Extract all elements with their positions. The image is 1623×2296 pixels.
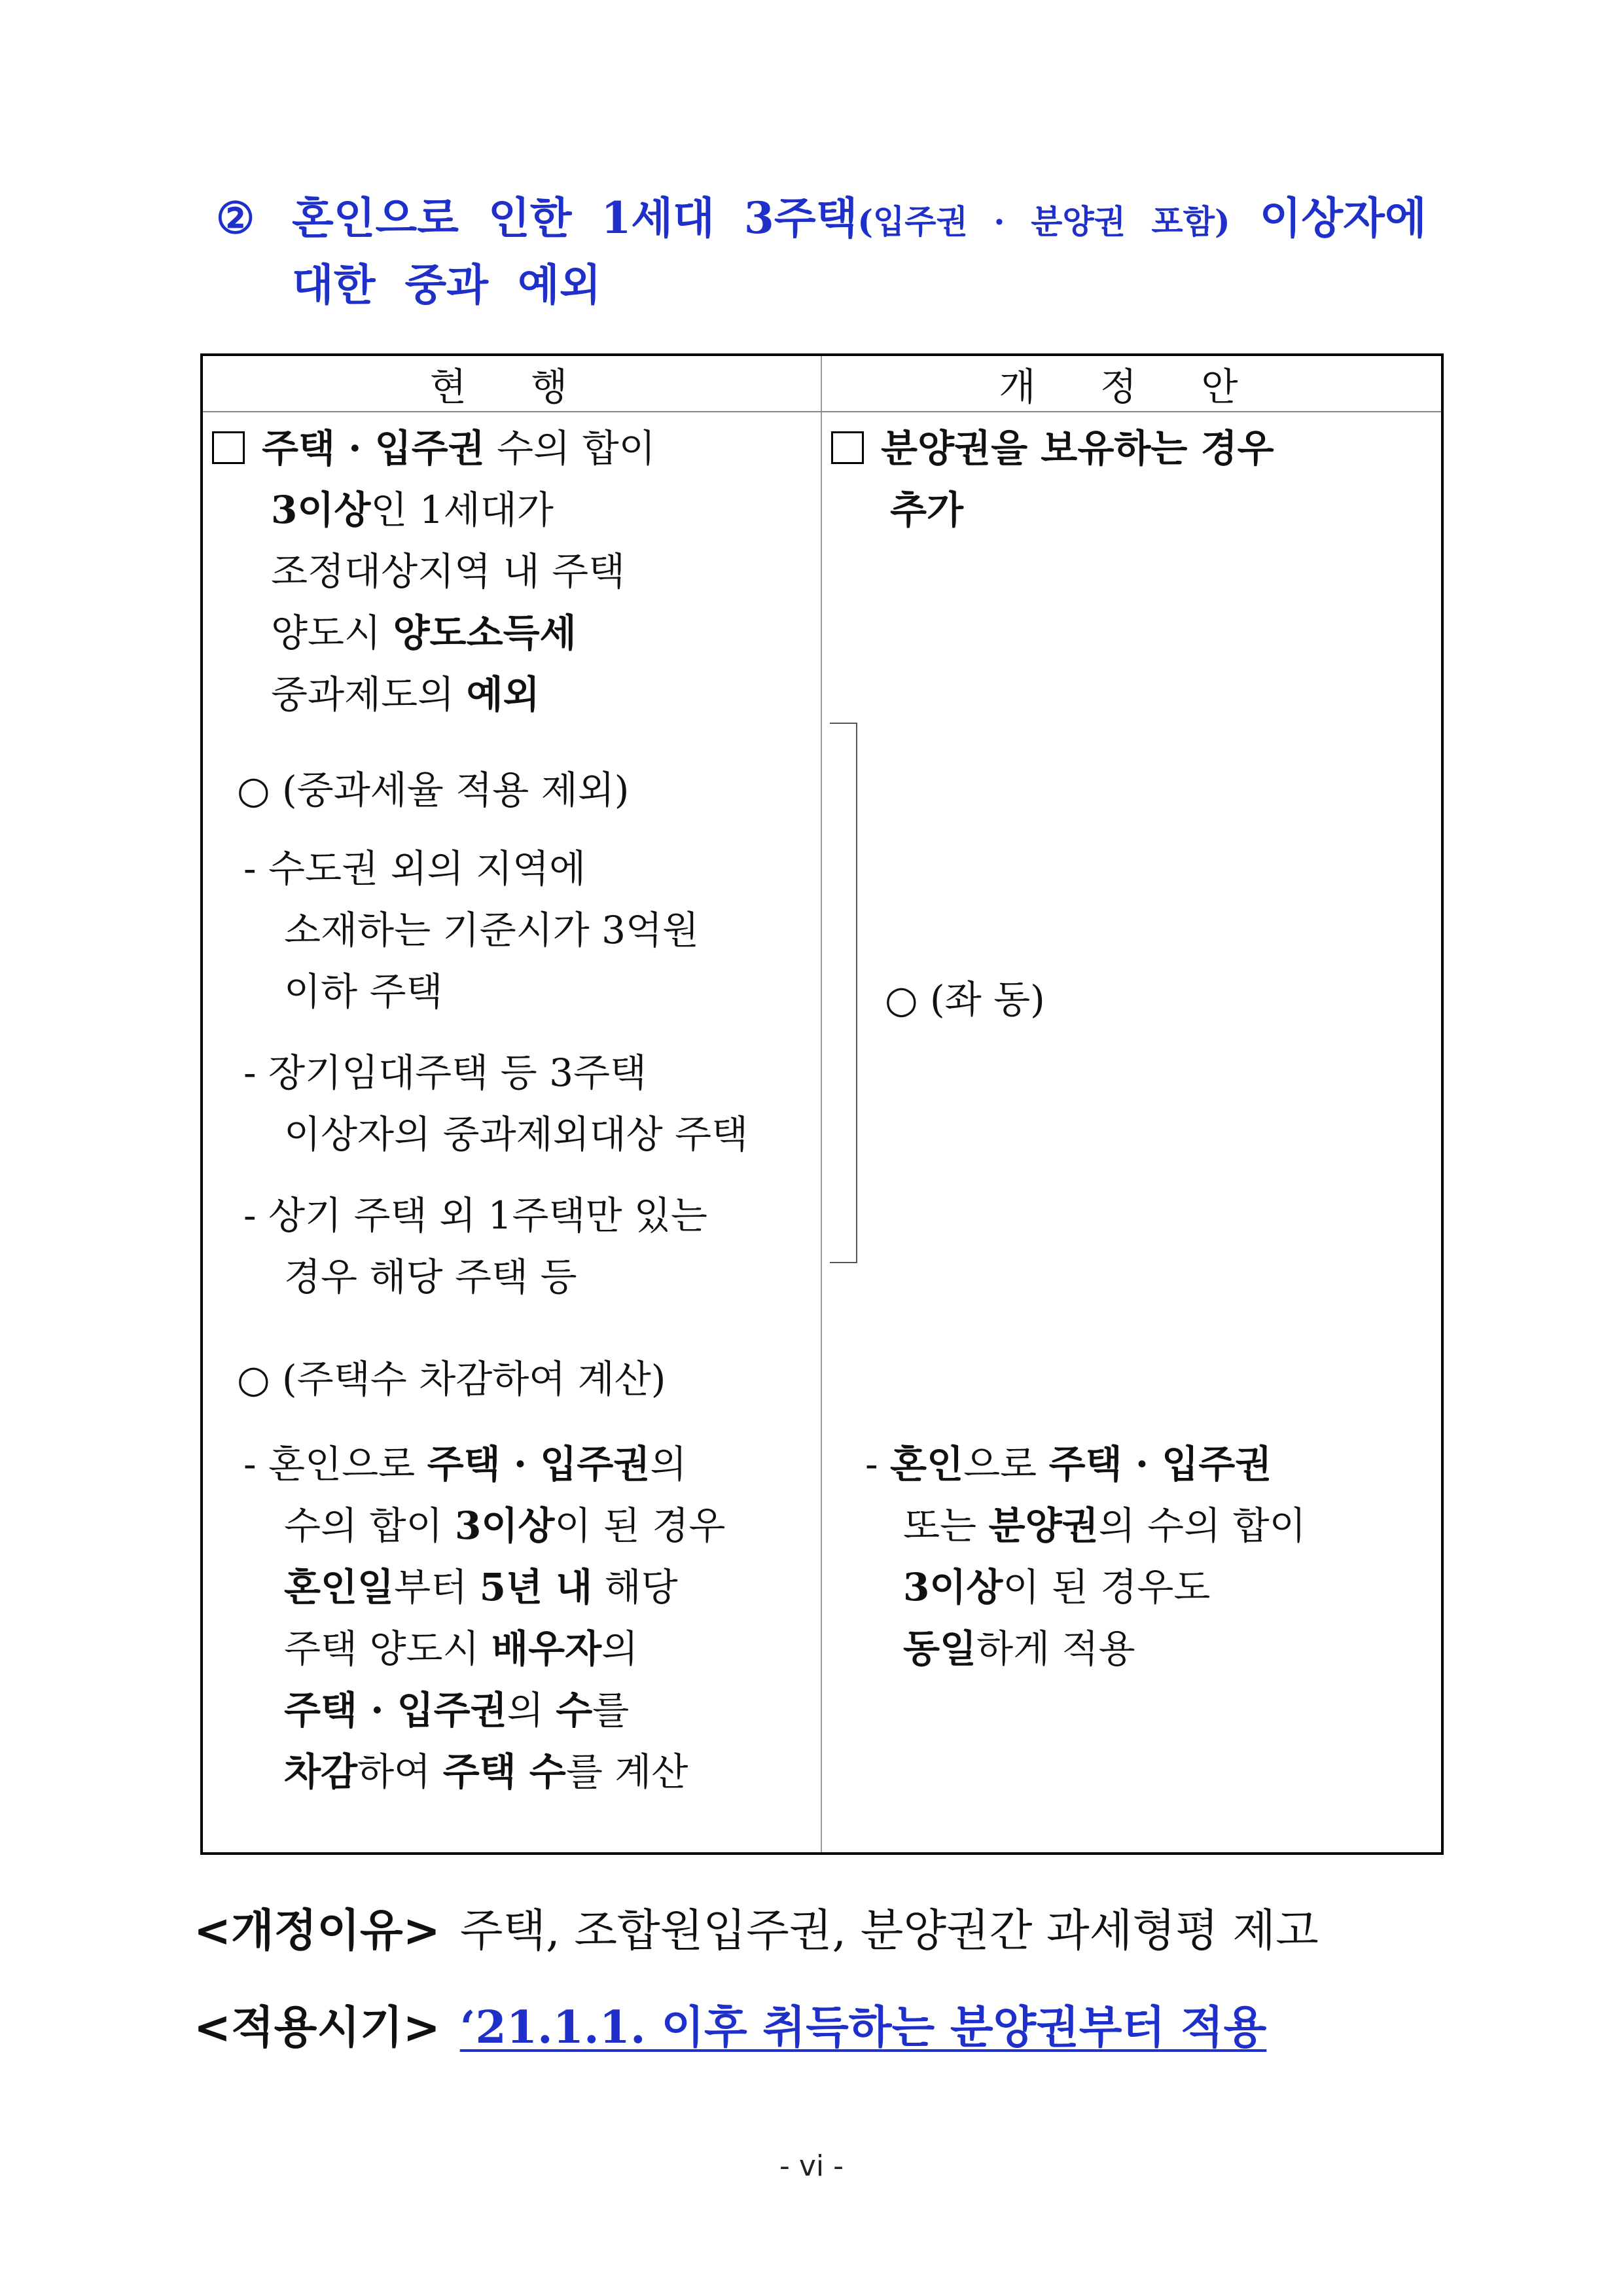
heading-line-2: 대한 중과 예외 <box>292 259 601 310</box>
revision-reason <box>194 1895 1319 1959</box>
revised-column: 분양권을 보유하는 경우 추가 ○ (좌 동) - 혼인으로 주택 · 입주권 또는 분양권의 수의 합이 3이상이 된 경우도 동일하게 적용 <box>821 412 1442 1854</box>
effective-text: ‘21.1.1. 이후 취득하는 분양권부터 적용 <box>459 2001 1267 2054</box>
header-current: 현 행 <box>202 355 821 412</box>
reason-text: 주택, 조합원입주권, 분양권간 과세형평 제고 <box>459 1905 1319 1957</box>
heading-line-1: 혼인으로 인한 1세대 3주택(입주권 · 분양권 포함) 이상자에 <box>292 192 1427 243</box>
same-as-bracket <box>830 723 857 1263</box>
heading-parenthetical: (입주권 · 분양권 포함) <box>857 202 1230 241</box>
subheading-house-count: ○ (주택수 차감하여 계산) <box>237 1357 666 1401</box>
section-number: ② <box>216 192 255 243</box>
page-number: - vi - <box>779 2149 844 2183</box>
current-item-1: 주택 · 입주권 수의 합이 <box>212 418 656 479</box>
current-column: 주택 · 입주권 수의 합이 3이상인 1세대가 조정대상지역 내 주택 양도시 양도소득세 중과제도의 예외 ○ (중과세율 적용 제외) - 수도권 외의 지역에 소재하는 기준시가 3억원 이하 주택 - 장기임대주택 등 3주택 이상자의 중과제외대상 주택 - 상기 주택 외 1주택만 있는 경우 해당 주택 등 ○ (주택수 차감하여 계산) - 혼인으로 주택 · 입주권의 수의 합이 3이상이 된 경우 혼인일부터 5년 내 해당 주택 양도시 배우자의 주택 · 입주권의 수를 차감하여 주택 수를 계산 <box>202 412 821 1854</box>
effective-date <box>194 1992 1266 2056</box>
same-as-left: ○ (좌 동) <box>885 977 1045 1022</box>
effective-tag: <적용시기> <box>194 2002 440 2054</box>
revised-item-1: 분양권을 보유하는 경우 <box>831 418 1274 479</box>
comparison-table <box>200 353 1444 1855</box>
checkbox-square-icon <box>212 431 245 464</box>
subheading-heavy-tax-exclusion: ○ (중과세율 적용 제외) <box>237 768 630 812</box>
header-revised: 개 정 안 <box>821 355 1442 412</box>
checkbox-square-icon <box>831 431 864 464</box>
reason-tag: <개정이유> <box>194 1905 440 1957</box>
